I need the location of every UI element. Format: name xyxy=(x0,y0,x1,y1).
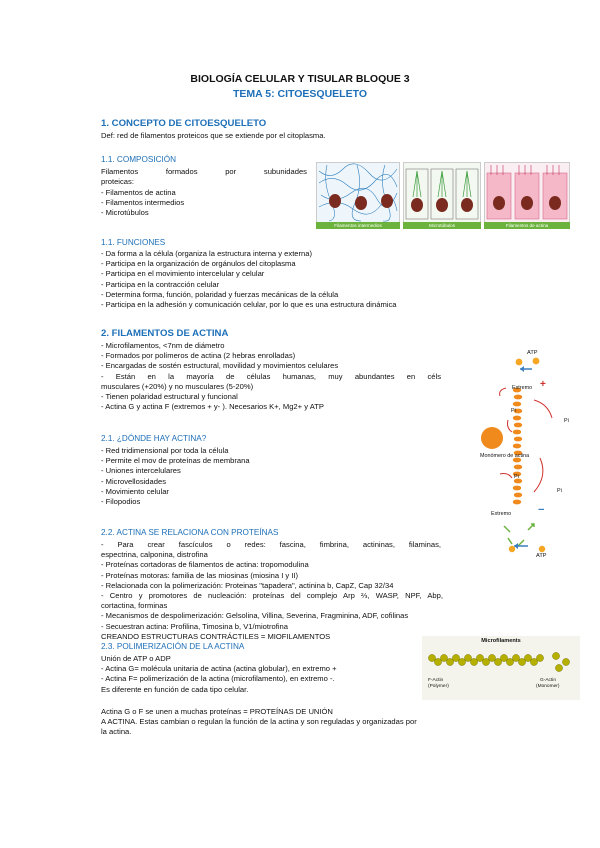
intro-word: por xyxy=(225,167,237,176)
section-1-heading: 1. CONCEPTO DE CITOESQUELETO xyxy=(101,118,267,129)
g-actin-label: G-Actin xyxy=(540,678,556,683)
diagram-label: ATP xyxy=(536,553,547,559)
microfilaments-figure xyxy=(422,636,580,700)
figure-intermediate-filaments xyxy=(316,162,400,224)
figure-title: Microfilaments xyxy=(481,638,521,644)
list-item: - Centro y promotores de nucleación: proteínas del complejo Arp ⅔, WASP, NPF, Abp, xyxy=(101,591,443,601)
section-2-heading: 2. FILAMENTOS DE ACTINA xyxy=(101,328,229,339)
list-item: - Mecanismos de despolimerización: Gelsolina, Villina, Severina, Fragminina, ADF, cofilinas xyxy=(101,611,409,621)
list-item: - Participa en la organización de orgánulos del citoplasma xyxy=(101,259,296,269)
actin-filament-chain xyxy=(513,388,522,505)
list-item: espectrina, calponina, distrofina xyxy=(101,550,208,560)
list-item: - Determina forma, función, polaridad y fuerzas mecánicas de la célula xyxy=(101,289,339,299)
composicion-intro xyxy=(101,167,307,177)
list-item: - Encargadas de sostén estructural, movilidad y movimientos celulares xyxy=(101,361,339,371)
list-item: - Para crear fascículos o redes: fascina, fimbrina, actininas, filaminas, xyxy=(101,540,441,549)
g-actin-sublabel: (Monomer) xyxy=(536,684,560,689)
arrow-icon xyxy=(534,458,543,492)
diagram-label: Monómero de actina xyxy=(480,453,530,459)
funciones-heading: 1.1. FUNCIONES xyxy=(101,238,166,247)
donde-heading: 2.1. ¿DÓNDE HAY ACTINA? xyxy=(101,434,207,443)
intermediate-filaments-illustration xyxy=(317,163,399,223)
actina-list xyxy=(101,341,441,412)
list-item: - Permite el mov de proteínas de membrana xyxy=(101,456,250,466)
paragraph-line: A ACTINA. Estas cambian o regulan la función de la actina y son reguladas y organizadas por xyxy=(101,717,417,727)
actin-monomer-icon xyxy=(539,546,545,552)
list-item: - Participa en la contracción celular xyxy=(101,279,220,289)
composicion-intro-line2: proteicas: xyxy=(101,177,134,186)
proteinas-heading: 2.2. ACTINA SE RELACIONA CON PROTEÍNAS xyxy=(101,528,279,537)
polimerizacion-text xyxy=(101,654,337,695)
list-item: - Microtúbulos xyxy=(101,208,149,218)
arrow-icon xyxy=(500,474,512,479)
actin-monomer-icon xyxy=(509,546,515,552)
f-actin-sublabel: (Polymer) xyxy=(428,684,449,689)
diagram-label: Extremo xyxy=(512,385,533,391)
composicion-heading: 1.1. COMPOSICIÓN xyxy=(101,155,177,164)
paragraph-line: Unión de ATP o ADP xyxy=(101,654,171,663)
list-item: cortactina, forminas xyxy=(101,601,168,611)
paragraph-line: - Actina F= polimerización de la actina (microfilamento), en extremo -. xyxy=(101,674,335,684)
f-actin-label: F-Actin xyxy=(428,678,444,683)
intro-word: formados xyxy=(165,167,198,176)
microtubules-illustration xyxy=(404,163,480,223)
figure-microtubules xyxy=(403,162,481,224)
figure-label: Filamentos de actina xyxy=(484,222,570,229)
list-item: - Microvellosidades xyxy=(101,476,166,486)
paragraph-line: la actina. xyxy=(101,727,132,737)
list-item: - Participa en la adhesión y comunicación celular, por lo que es una estructura dinámica xyxy=(101,300,397,310)
proteinas-list xyxy=(101,540,443,642)
minus-end-symbol: − xyxy=(538,504,545,516)
figure-label: Microtúbulos xyxy=(403,222,481,229)
arrow-icon xyxy=(500,388,506,396)
list-item: - Red tridimensional por toda la célula xyxy=(101,446,229,455)
actin-monomer-icon xyxy=(481,427,503,449)
list-item: - Están en la mayoría de células humanas, muy abundantes en céls xyxy=(101,371,441,381)
paragraph-line: - Actina G= molécula unitaria de actina (actina globular), en extremo + xyxy=(101,664,337,674)
depolymerization-icons xyxy=(504,524,534,546)
list-item: musculares (+20%) y no musculares (5-20%) xyxy=(101,381,254,391)
list-item: - Filamentos de actina xyxy=(101,188,176,197)
diagram-label: Pi xyxy=(514,474,519,480)
f-actin-strand-illustration xyxy=(426,648,576,674)
actin-filaments-illustration xyxy=(485,163,569,223)
list-item: - Filopodios xyxy=(101,497,141,507)
list-item: - Proteínas motoras: familia de las miosinas (miosina I y II) xyxy=(101,570,299,580)
plus-end-symbol: + xyxy=(540,379,546,390)
donde-list xyxy=(101,446,250,507)
figure-actin-filaments xyxy=(484,162,570,224)
diagram-label: Pi xyxy=(564,418,569,424)
list-item: - Participa en el movimiento intercelular y celular xyxy=(101,269,265,279)
paragraph-line: Actina G o F se unen a muchas proteínas = PROTEÍNAS DE UNIÓN xyxy=(101,707,333,716)
intro-word: subunidades xyxy=(263,167,307,176)
list-item: - Formados por polímeros de actina (2 hebras enrolladas) xyxy=(101,351,296,361)
closing-paragraph xyxy=(101,707,417,738)
topic-title: TEMA 5: CITOESQUELETO xyxy=(233,88,367,100)
composicion-list xyxy=(101,188,184,219)
list-item: - Tienen polaridad estructural y funcional xyxy=(101,392,238,402)
funciones-list xyxy=(101,249,396,310)
intro-word: Filamentos xyxy=(101,167,139,176)
arrow-icon xyxy=(508,420,513,432)
diagram-label: Pi xyxy=(511,408,516,414)
diagram-label: Extremo xyxy=(491,511,512,517)
list-item: - Secuestran actina: Profilina, Timosina b, V1/miotrofina xyxy=(101,621,288,631)
list-item: - Proteínas cortadoras de filamentos de actina: tropomodulina xyxy=(101,560,309,570)
polimerizacion-heading: 2.3. POLIMERIZACIÓN DE LA ACTINA xyxy=(101,642,245,651)
list-item: - Actina G y actina F (extremos + y- ). Necesarios K+, Mg2+ y ATP xyxy=(101,402,324,412)
list-item: - Relacionada con la polimerización: Proteinas "tapadera", actinina b, CapZ, Cap 32/34 xyxy=(101,580,394,590)
figure-label: Filamentos intermedios xyxy=(316,222,400,229)
paragraph-line: Es diferente en función de cada tipo celular. xyxy=(101,684,249,694)
list-item: - Da forma a la célula (organiza la estructura interna y externa) xyxy=(101,249,313,258)
diagram-label: ATP xyxy=(527,350,538,356)
list-item: - Uniones intercelulares xyxy=(101,466,181,476)
course-title: BIOLOGÍA CELULAR Y TISULAR BLOQUE 3 xyxy=(190,73,410,85)
diagram-label: Pi xyxy=(557,488,562,494)
list-item: - Microfilamentos, <7nm de diámetro xyxy=(101,341,225,350)
list-item: - Movimiento celular xyxy=(101,486,169,496)
arrow-icon xyxy=(534,400,552,418)
definition-text: Def: red de filamentos proteicos que se extiende por el citoplasma. xyxy=(101,131,326,140)
actin-monomer-icon xyxy=(516,358,540,366)
list-item: CREANDO ESTRUCTURAS CONTRÁCTILES = MIOFILAMENTOS xyxy=(101,631,331,641)
list-item: - Filamentos intermedios xyxy=(101,198,185,208)
